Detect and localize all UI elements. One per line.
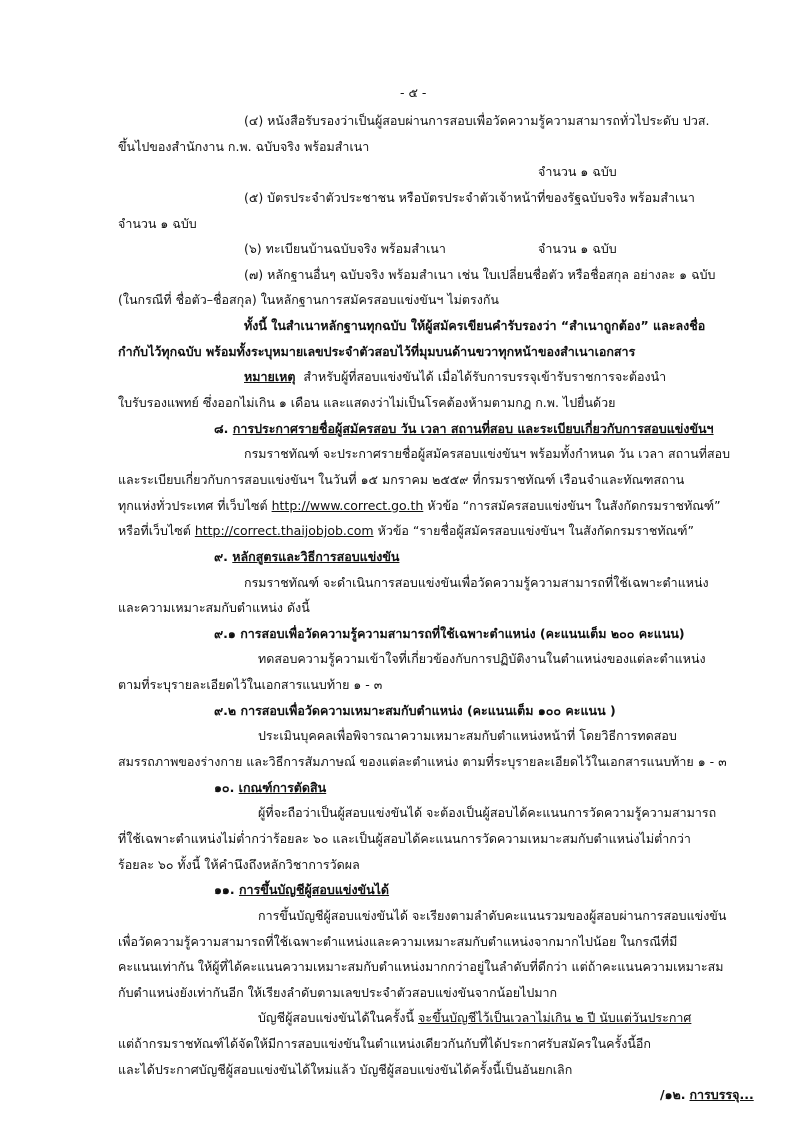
section-10-line-3: ร้อยละ ๖๐ ทั้งนี้ ให้คำนึงถึงหลักวิชาการวัดผล <box>118 856 360 872</box>
item-6-line-1: (๖) ทะเบียนบ้านฉบับจริง พร้อมสำเนา <box>244 241 446 257</box>
section-9-2-line-1: ประเมินบุคคลเพื่อพิจารณาความเหมาะสมกับตำแหน่งหน้าที่ โดยวิธีการทดสอบ <box>258 728 677 744</box>
section-9-1-title: ๙.๑ การสอบเพื่อวัดความรู้ความสามารถที่ใช้เฉพาะตำแหน่ง (คะแนนเต็ม ๒๐๐ คะแนน) <box>214 625 685 641</box>
section-9-heading <box>214 548 399 566</box>
item-5-line-1: (๕) บัตรประจำตัวประชาชน หรือบัตรประจำตัวเจ้าหน้าที่ของรัฐฉบับจริง พร้อมสำเนา <box>244 189 695 205</box>
item-7-line-2: (ในกรณีที่ ชื่อตัว–ชื่อสกุล) ในหลักฐานการสมัครสอบแข่งขันฯ ไม่ตรงกัน <box>118 292 499 308</box>
section-8-line-3-text: ทุกแห่งทั่วประเทศ ที่เว็บไซต์ <box>118 497 268 513</box>
section-8-line-3-topic: หัวข้อ “การสมัครสอบแข่งขันฯ ในสังกัดกรมราชทัณฑ์” <box>427 497 721 513</box>
section-9-line-2: และความเหมาะสมกับตำแหน่ง ดังนี้ <box>118 600 310 616</box>
correct-go-th-link[interactable]: http://www.correct.go.th <box>271 497 424 513</box>
section-9-title: หลักสูตรและวิธีการสอบแข่งขัน <box>232 548 400 564</box>
footer-slash: /๑๒. <box>660 1087 686 1103</box>
note-line-2: ใบรับรองแพทย์ ซึ่งออกไม่เกิน ๑ เดือน และแสดงว่าไม่เป็นโรคต้องห้ามตามกฎ ก.พ. ไปยื่นด้วย <box>118 395 616 411</box>
thaijobjob-link[interactable]: http://correct.thaijobjob.com <box>194 523 374 539</box>
section-11-line-3: คะแนนเท่ากัน ให้ผู้ที่ได้คะแนนความเหมาะสมกับตำแหน่งมากกว่าอยู่ในลำดับที่ดีกว่า แต่ถ้าคะแนนความเหมาะสม <box>118 959 724 975</box>
section-8-line-1: กรมราชทัณฑ์ จะประกาศรายชื่อผู้สมัครสอบแข่งขันฯ พร้อมทั้งกำหนด วัน เวลา สถานที่สอบ <box>244 446 731 462</box>
item-7-line-1: (๗) หลักฐานอื่นๆ ฉบับจริง พร้อมสำเนา เช่น ใบเปลี่ยนชื่อตัว หรือชื่อสกุล อย่างละ ๑ ฉบับ <box>244 266 716 282</box>
note-text: สำหรับผู้ที่สอบแข่งขันได้ เมื่อได้รับการบรรจุเข้ารับราชการจะต้องนำ <box>303 369 667 385</box>
section-11-line-5 <box>258 1009 691 1027</box>
section-8-line-4-topic: หัวข้อ “รายชื่อผู้สมัครสอบแข่งขันฯ ในสังกัดกรมราชทัณฑ์” <box>377 523 695 539</box>
item-4-line-1: (๔) หนังสือรับรองว่าเป็นผู้สอบผ่านการสอบเพื่อวัดความรู้ความสามารถทั่วไประดับ ปวส. <box>244 113 710 128</box>
section-8-title: การประกาศรายชื่อผู้สมัครสอบ วัน เวลา สถานที่สอบ และระเบียบเกี่ยวกับการสอบแข่งขันฯ <box>232 420 714 436</box>
section-11-heading <box>214 881 389 899</box>
section-10-title: เกณฑ์การตัดสิน <box>238 779 327 795</box>
section-9-line-1: กรมราชทัณฑ์ จะดำเนินการสอบแข่งขันเพื่อวัดความรู้ความสามารถที่ใช้เฉพาะตำแหน่ง <box>244 574 709 590</box>
footer-next: การบรรจุ... <box>689 1087 754 1103</box>
section-8-line-4 <box>118 522 694 540</box>
section-9-1-line-1: ทดสอบความรู้ความเข้าใจที่เกี่ยวข้องกับการปฏิบัติงานในตำแหน่งของแต่ละตำแหน่ง <box>258 651 706 667</box>
section-11-line-2: เพื่อวัดความรู้ความสามารถที่ใช้เฉพาะตำแหน่งและความเหมาะสมกับตำแหน่งจากมากไปน้อย ในกรณีที่มี <box>118 933 678 949</box>
section-10-heading <box>214 779 326 797</box>
section-11-line-4: กับตำแหน่งยังเท่ากันอีก ให้เรียงลำดับตามเลขประจำตัวสอบแข่งขันจากน้อยไปมาก <box>118 984 558 1000</box>
s11-5a: บัญชีผู้สอบแข่งขันได้ในครั้งนี้ <box>258 1010 415 1026</box>
section-11-line-7: และได้ประกาศบัญชีผู้สอบแข่งขันได้ใหม่แล้ว บัญชีผู้สอบแข่งขันได้ครั้งนี้เป็นอันยกเลิก <box>118 1061 573 1077</box>
certification-line-2: กำกับไว้ทุกฉบับ พร้อมทั้งระบุหมายเลขประจำตัวสอบไว้ที่มุมบนด้านขวาทุกหน้าของสำเนาเอกสาร <box>118 343 636 359</box>
note-label: หมายเหตุ <box>244 369 296 385</box>
item-5-line-2: จำนวน ๑ ฉบับ <box>118 215 197 231</box>
section-9-2-title: ๙.๒ การสอบเพื่อวัดความเหมาะสมกับตำแหน่ง (คะแนนเต็ม ๑๐๐ คะแนน ) <box>214 702 616 718</box>
section-8-number: ๘. <box>214 420 229 436</box>
note-line-1 <box>244 368 666 386</box>
section-9-number: ๙. <box>214 548 228 564</box>
section-10-line-2: ที่ใช้เฉพาะตำแหน่งไม่ต่ำกว่าร้อยละ ๖๐ และเป็นผู้สอบได้คะแนนการวัดความเหมาะสมกับตำแหน่งไม่ต่ำกว่า <box>118 830 691 846</box>
page-number: - ๕ - <box>400 85 427 100</box>
footer-next-page <box>660 1086 754 1104</box>
section-8-line-2: และระเบียบเกี่ยวกับการสอบแข่งขันฯ ในวันที่ ๑๕ มกราคม ๒๕๕๙ ที่กรมราชทัณฑ์ เรือนจำและทัณฑสถาน <box>118 471 685 487</box>
section-10-line-1: ผู้ที่จะถือว่าเป็นผู้สอบแข่งขันได้ จะต้องเป็นผู้สอบได้คะแนนการวัดความรู้ความสามารถ <box>258 805 717 821</box>
section-10-number: ๑๐. <box>214 779 235 795</box>
section-9-2-line-2: สมรรถภาพของร่างกาย และวิธีการสัมภาษณ์ ของแต่ละตำแหน่ง ตามที่ระบุรายละเอียดไว้ในเอกสารแนบท้าย ๑ - ๓ <box>118 754 727 770</box>
section-11-line-1: การขึ้นบัญชีผู้สอบแข่งขันได้ จะเรียงตามลำดับคะแนนรวมของผู้สอบผ่านการสอบแข่งขัน <box>258 907 727 923</box>
s11-5b: จะขึ้นบัญชีไว้เป็นเวลาไม่เกิน ๒ ปี นับแต่วันประกาศ <box>418 1010 692 1026</box>
item-6-count: จำนวน ๑ ฉบับ <box>538 241 617 257</box>
section-11-number: ๑๑. <box>214 882 235 898</box>
section-9-1-line-2: ตามที่ระบุรายละเอียดไว้ในเอกสารแนบท้าย ๑ - ๓ <box>118 677 383 693</box>
certification-line-1: ทั้งนี้ ในสำเนาหลักฐานทุกฉบับ ให้ผู้สมัครเขียนคำรับรองว่า “สำเนาถูกต้อง” และลงชื่อ <box>244 318 706 334</box>
section-11-title: การขึ้นบัญชีผู้สอบแข่งขันได้ <box>238 882 390 898</box>
item-4-line-2: ขึ้นไปของสำนักงาน ก.พ. ฉบับจริง พร้อมสำเนา <box>118 138 370 154</box>
item-4-count: จำนวน ๑ ฉบับ <box>538 164 617 180</box>
section-11-line-6: แต่ถ้ากรมราชทัณฑ์ได้จัดให้มีการสอบแข่งขันในตำแหน่งเดียวกันกับที่ได้ประกาศรับสมัครในครั้งนี้อีก <box>118 1036 651 1052</box>
section-8-line-4-text: หรือที่เว็บไซต์ <box>118 523 191 539</box>
section-8-line-3 <box>118 497 721 515</box>
section-8-heading <box>214 420 714 438</box>
